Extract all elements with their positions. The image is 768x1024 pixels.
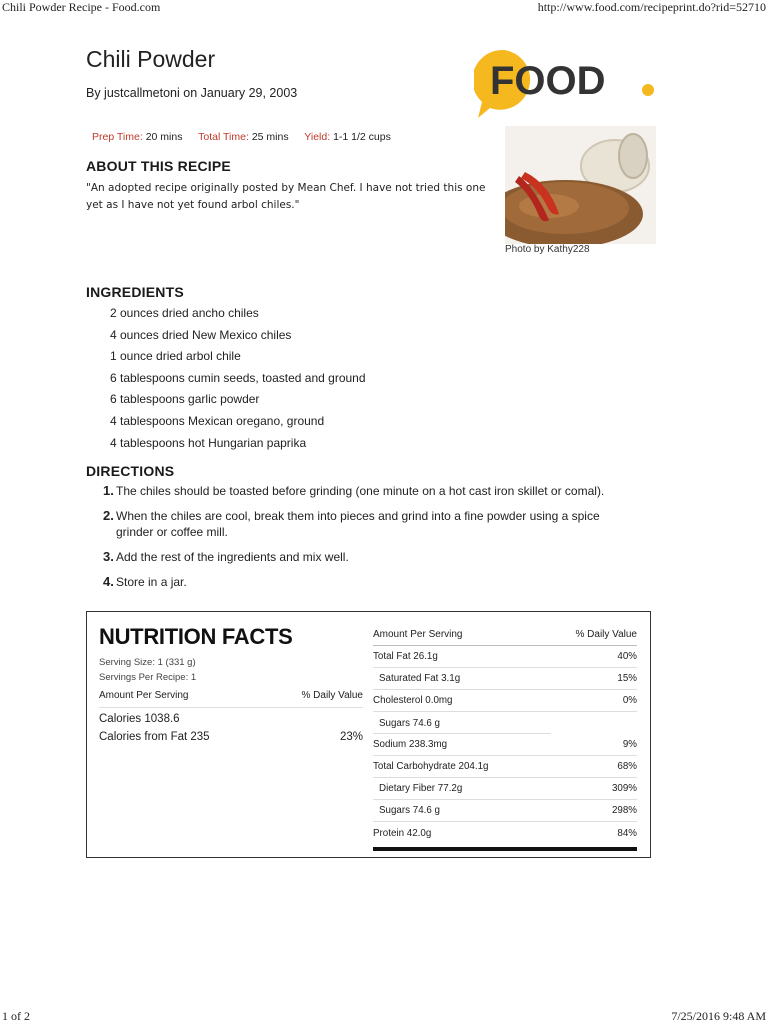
nutrition-right-column xyxy=(373,624,637,851)
daily-value-label: % Daily Value xyxy=(575,629,637,640)
calories-from-fat-row xyxy=(99,731,363,743)
print-header-title: Chili Powder Recipe - Food.com xyxy=(2,0,161,14)
logo-dot xyxy=(642,84,654,96)
recipe-photo-image xyxy=(505,126,656,244)
recipe-meta xyxy=(92,131,391,143)
nutrient-label: Sugars 74.6 g xyxy=(379,805,441,816)
serving-size: Serving Size: 1 (331 g) xyxy=(99,657,196,668)
amount-per-serving-label: Amount Per Serving xyxy=(99,690,189,701)
recipe-byline: By justcallmetoni on January 29, 2003 xyxy=(86,86,298,100)
ingredient-item: 4 tablespoons Mexican oregano, ground xyxy=(110,413,325,428)
nutrient-label: Sugars 74.6 g xyxy=(379,717,441,729)
ingredients-heading: INGREDIENTS xyxy=(86,284,184,300)
recipe-photo xyxy=(505,126,656,244)
ingredient-item: 2 ounces dried ancho chiles xyxy=(110,306,259,320)
nutrient-row xyxy=(373,800,637,822)
yield-label: Yield: xyxy=(304,131,331,143)
calories-row xyxy=(99,713,363,725)
amount-per-serving-label: Amount Per Serving xyxy=(373,629,463,640)
nutrient-row xyxy=(373,756,637,778)
step-text: Store in a jar. xyxy=(116,575,187,589)
nutrient-label: Cholesterol 0.0mg xyxy=(373,695,453,706)
nutrient-label: Total Carbohydrate 204.1g xyxy=(373,761,489,772)
calories-from-fat-value: Calories from Fat 235 xyxy=(99,731,210,743)
yield-value: 1-1 1/2 cups xyxy=(333,131,391,143)
step-number: 3. xyxy=(103,549,114,564)
direction-step xyxy=(103,508,633,540)
nutrient-row xyxy=(373,778,637,800)
nutrient-label: Sodium 238.3mg xyxy=(373,739,448,750)
about-heading: ABOUT THIS RECIPE xyxy=(86,158,231,174)
ingredient-item: 1 ounce dried arbol chile xyxy=(110,349,241,364)
step-number: 1. xyxy=(103,483,114,498)
nutrient-label: Protein 42.0g xyxy=(373,827,432,839)
nutrient-row xyxy=(373,668,637,690)
prep-time-value: 20 mins xyxy=(145,131,183,143)
nutrient-row xyxy=(373,646,637,668)
nutrient-label: Dietary Fiber 77.2g xyxy=(379,783,463,794)
print-header-url: http://www.food.com/recipeprint.do?rid=52710 xyxy=(537,0,766,14)
nutrient-dv: 15% xyxy=(617,673,637,684)
direction-step xyxy=(103,549,633,565)
nutrient-label: Saturated Fat 3.1g xyxy=(379,673,461,684)
directions-list xyxy=(103,483,633,590)
about-text: "An adopted recipe originally posted by Mean Chef. I have not tried this one yet as I have not yet found arbol chiles." xyxy=(86,182,486,211)
nutrient-row xyxy=(373,822,637,844)
nutrient-dv: 0% xyxy=(622,695,637,706)
recipe-title: Chili Powder xyxy=(86,46,216,72)
step-number: 2. xyxy=(103,508,114,523)
food-logo xyxy=(474,46,658,120)
print-footer xyxy=(0,1009,768,1024)
daily-value-label: % Daily Value xyxy=(301,690,363,701)
nutrition-bottom-bar xyxy=(373,847,637,851)
print-datetime: 7/25/2016 9:48 AM xyxy=(671,1009,766,1023)
step-text: The chiles should be toasted before grinding (one minute on a hot cast iron skillet or comal). xyxy=(116,484,605,498)
print-header xyxy=(0,0,768,15)
total-time-value: 25 mins xyxy=(251,131,289,143)
nutrient-row xyxy=(373,712,637,734)
nutrition-facts-panel xyxy=(86,611,651,858)
photo-credit: Photo by Kathy228 xyxy=(505,244,590,255)
step-text: Add the rest of the ingredients and mix well. xyxy=(116,550,349,564)
ingredient-item: 6 tablespoons garlic powder xyxy=(110,392,260,407)
nutrition-right-header xyxy=(373,624,637,646)
directions-heading: DIRECTIONS xyxy=(86,463,175,479)
nutrient-dv: 298% xyxy=(611,805,637,816)
direction-step xyxy=(103,574,633,590)
nutrient-dv: 309% xyxy=(611,783,637,794)
nutrient-dv: 9% xyxy=(622,739,637,750)
nutrient-row xyxy=(373,734,637,756)
calories-value: Calories 1038.6 xyxy=(99,713,180,725)
ingredients-list xyxy=(110,306,366,457)
nutrient-dv: 40% xyxy=(617,651,637,662)
total-time-label: Total Time: xyxy=(198,131,249,143)
nutrient-dv: 84% xyxy=(617,827,637,839)
logo-text: FOOD xyxy=(490,59,606,103)
nutrient-dv: 68% xyxy=(617,761,637,772)
direction-step xyxy=(103,483,633,499)
nutrition-title: NUTRITION FACTS xyxy=(99,624,293,649)
step-number: 4. xyxy=(103,574,114,589)
ingredient-item: 4 ounces dried New Mexico chiles xyxy=(110,327,292,342)
prep-time-label: Prep Time: xyxy=(92,131,143,143)
servings-per-recipe: Servings Per Recipe: 1 xyxy=(99,672,197,683)
page-number: 1 of 2 xyxy=(2,1009,30,1023)
nutrition-left-header xyxy=(99,690,363,708)
ingredient-item: 4 tablespoons hot Hungarian paprika xyxy=(110,435,307,450)
step-text: When the chiles are cool, break them into pieces and grind into a fine powder using a spice grinder or coffee mill. xyxy=(116,509,600,539)
nutrient-label: Total Fat 26.1g xyxy=(373,651,438,662)
calories-from-fat-pct: 23% xyxy=(339,731,363,743)
ingredient-item: 6 tablespoons cumin seeds, toasted and ground xyxy=(110,370,366,385)
nutrient-row xyxy=(373,690,637,712)
